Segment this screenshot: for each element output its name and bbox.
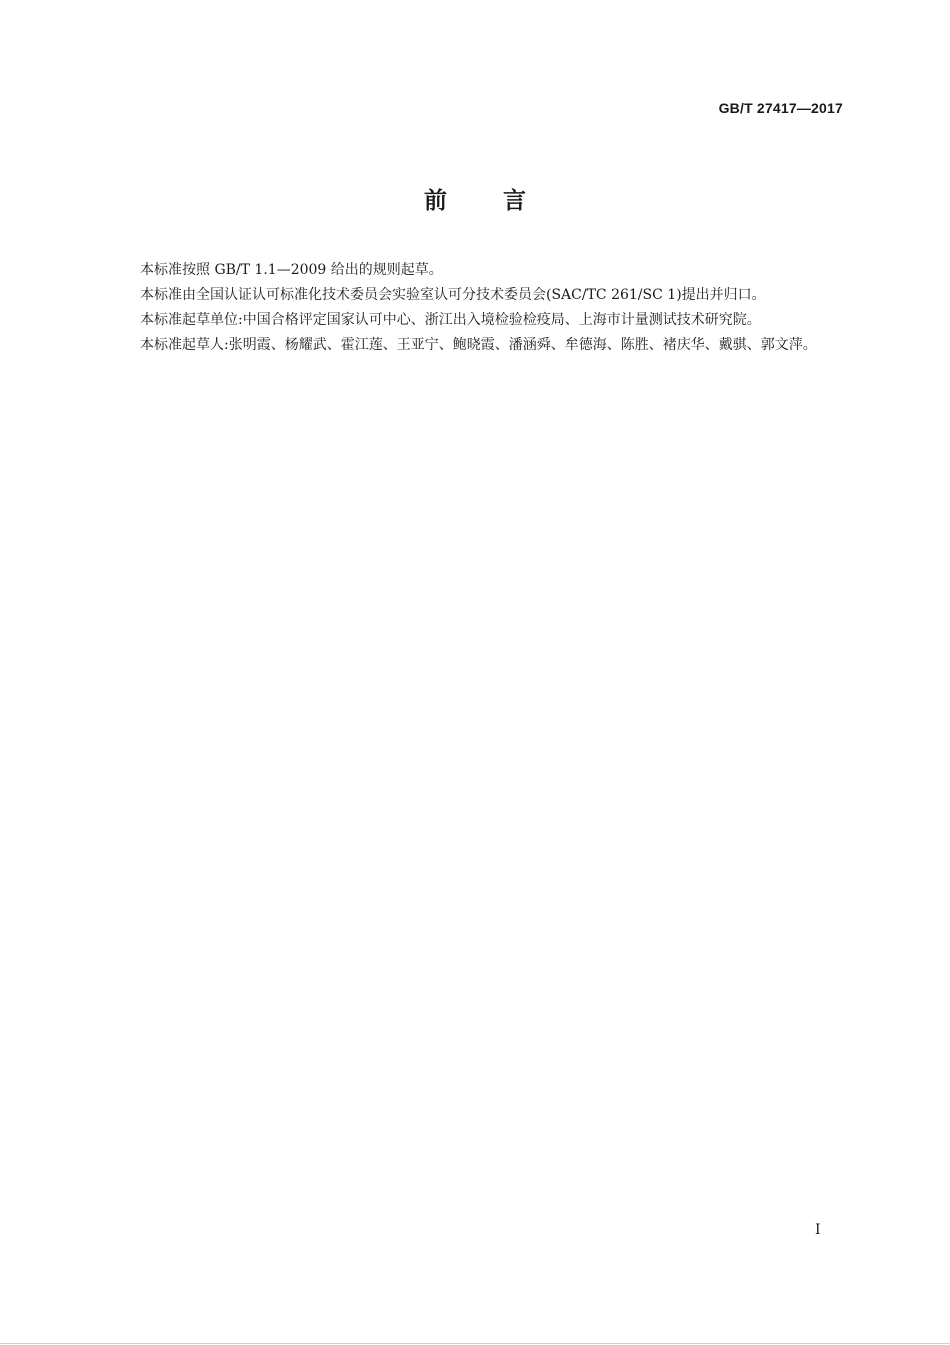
page-title: 前言 [424, 188, 582, 214]
paragraph-drafters: 本标准起草人:张明霞、杨耀武、霍江莲、王亚宁、鲍晓霞、潘涵舜、牟德海、陈胜、褚庆华、戴骐、郭文萍。 [140, 337, 817, 353]
page-bottom-divider [0, 1343, 950, 1344]
paragraph-drafting-rules: 本标准按照 GB/T 1.1—2009 给出的规则起草。 [140, 262, 443, 278]
paragraph-proposer: 本标准由全国认证认可标准化技术委员会实验室认可分技术委员会(SAC/TC 261/SC 1)提出并归口。 [140, 287, 766, 303]
paragraph-drafting-units: 本标准起草单位:中国合格评定国家认可中心、浙江出入境检验检疫局、上海市计量测试技术研究院。 [140, 312, 761, 328]
foreword-body [108, 258, 844, 358]
standard-number: GB/T 27417—2017 [718, 100, 843, 116]
page-number: I [815, 1222, 821, 1238]
